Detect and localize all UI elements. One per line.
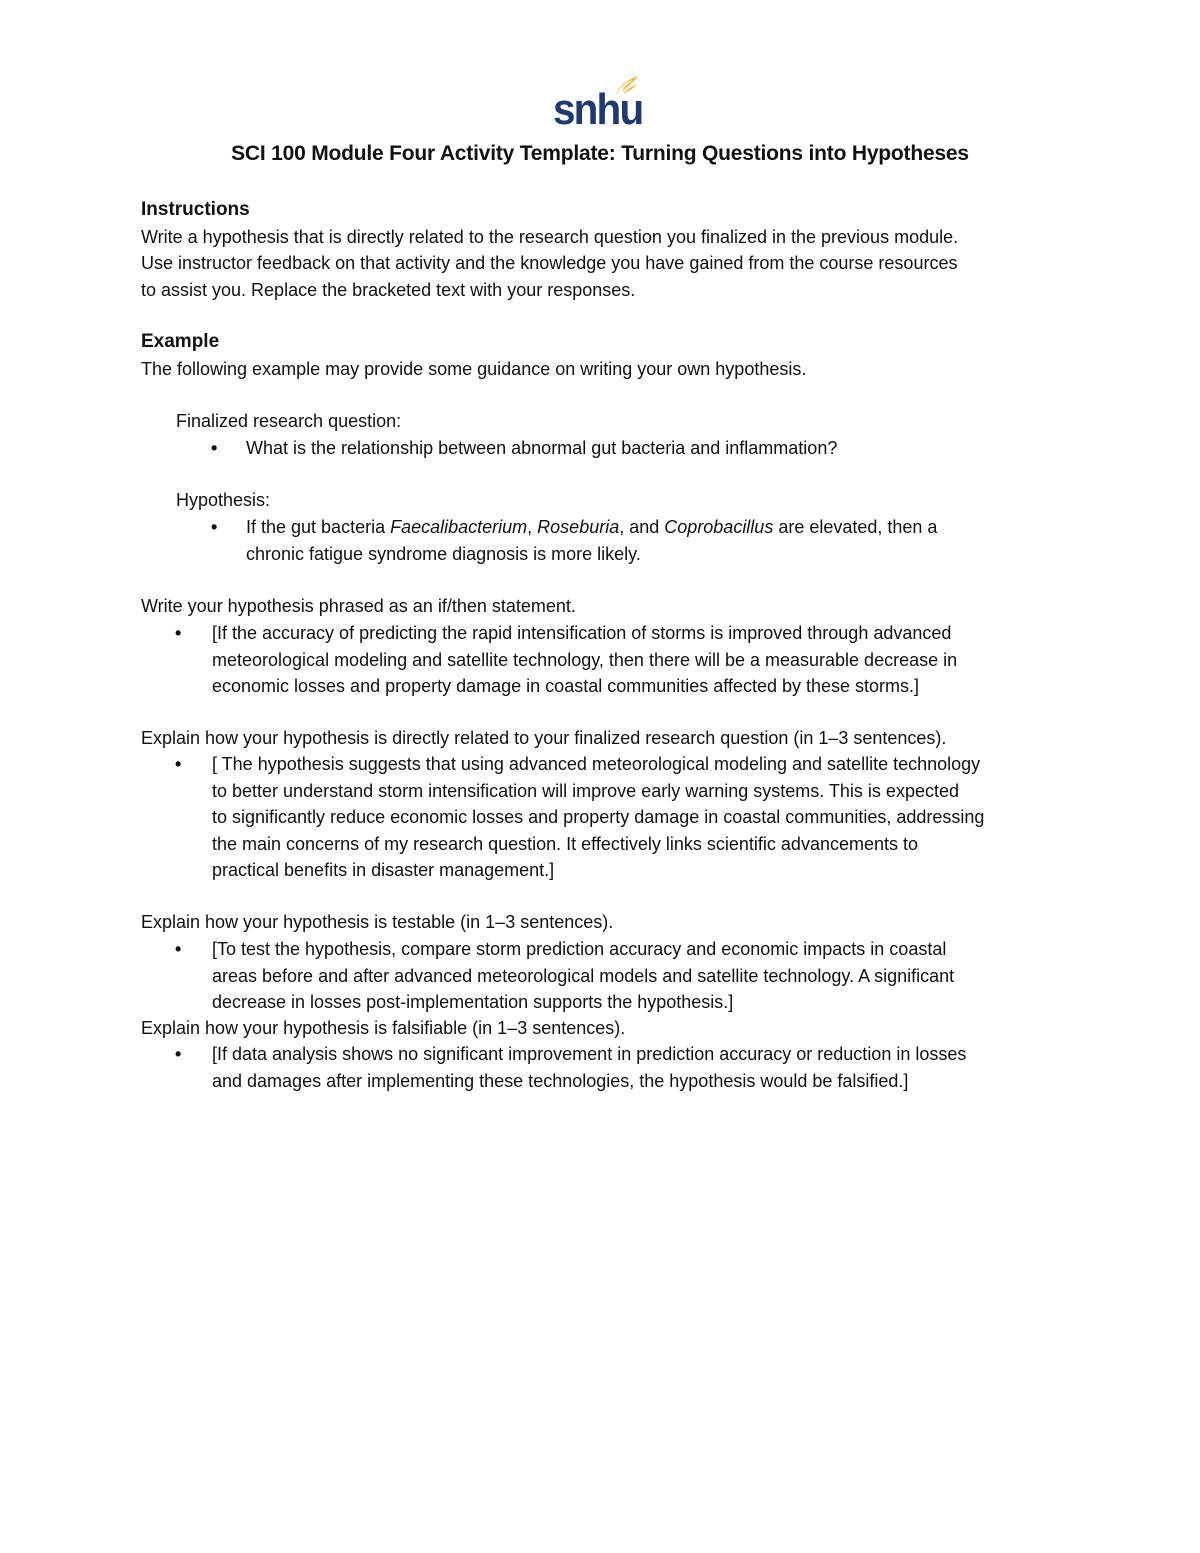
answer-line: [If the accuracy of predicting the rapid intensification of storms is improved through advanced (212, 623, 952, 643)
answer-line: economic losses and property damage in coastal communities affected by these storms.] (212, 676, 920, 696)
instructions-line-1: Write a hypothesis that is directly related to the research question you finalized in the previous module. (141, 227, 959, 247)
answer-line: the main concerns of my research question. It effectively links scientific advancements to (212, 833, 918, 854)
instructions-heading: Instructions (141, 199, 250, 220)
answer-line: practical benefits in disaster management.] (212, 860, 555, 880)
bullet: • (211, 438, 218, 458)
logo-wordmark: snhu (553, 85, 643, 134)
bacteria-name: Faecalibacterium (390, 517, 528, 537)
answer-line: [If data analysis shows no significant improvement in prediction accuracy or reduction in losses (212, 1044, 967, 1064)
q3-prompt: Explain how your hypothesis is testable (in 1–3 sentences). (141, 912, 614, 932)
instructions-line-2: Use instructor feedback on that activity and the knowledge you have gained from the course resources (141, 253, 958, 273)
q4-answer (175, 1041, 1075, 1095)
answer-line: meteorological modeling and satellite technology, then there will be a measurable decrease in (212, 649, 958, 670)
bullet: • (175, 754, 182, 774)
hypothesis-label: Hypothesis: (176, 490, 271, 510)
answer-line: and damages after implementing these technologies, the hypothesis would be falsified.] (212, 1070, 909, 1091)
q1-prompt: Write your hypothesis phrased as an if/then statement. (141, 596, 576, 616)
snhu-logo (553, 72, 643, 134)
instructions-line-3: to assist you. Replace the bracketed text with your responses. (141, 280, 636, 300)
bullet: • (211, 517, 218, 537)
q3-answer (175, 936, 1075, 1016)
answer-line: to significantly reduce economic losses and property damage in coastal communities, addressing (212, 807, 985, 827)
list-item (211, 514, 1061, 568)
answer-line: to better understand storm intensification will improve early warning systems. This is expected (212, 780, 959, 801)
bacteria-name: Roseburia (537, 517, 620, 537)
hypothesis-example-text: If the gut bacteria Faecalibacterium, Roseburia, and Coprobacillus are elevated, then a chronic fatigue syndrome diagnosis is more likely. (246, 517, 938, 564)
question-bullet-text: What is the relationship between abnormal gut bacteria and inflammation? (246, 438, 838, 458)
example-intro: The following example may provide some guidance on writing your own hypothesis. (141, 359, 807, 379)
answer-line: [To test the hypothesis, compare storm prediction accuracy and economic impacts in coastal (212, 939, 947, 959)
answer-line: [ The hypothesis suggests that using advanced meteorological modeling and satellite technology (212, 754, 981, 774)
list-item (211, 435, 1061, 462)
q2-prompt: Explain how your hypothesis is directly related to your finalized research question (in 1–3 sentences). (141, 728, 947, 748)
q1-answer (175, 620, 1075, 700)
question-label: Finalized research question: (176, 411, 402, 431)
bullet: • (175, 1044, 182, 1064)
bacteria-name: Coprobacillus (664, 517, 774, 537)
bullet: • (175, 623, 182, 643)
example-heading: Example (141, 331, 220, 352)
answer-line: areas before and after advanced meteorological models and satellite technology. A significant (212, 965, 955, 986)
answer-line: decrease in losses post-implementation supports the hypothesis.] (212, 992, 734, 1012)
bullet: • (175, 939, 182, 959)
document-title: SCI 100 Module Four Activity Template: Turning Questions into Hypotheses (231, 142, 969, 165)
q2-answer (175, 751, 1075, 886)
q4-prompt: Explain how your hypothesis is falsifiable (in 1–3 sentences). (141, 1018, 626, 1038)
